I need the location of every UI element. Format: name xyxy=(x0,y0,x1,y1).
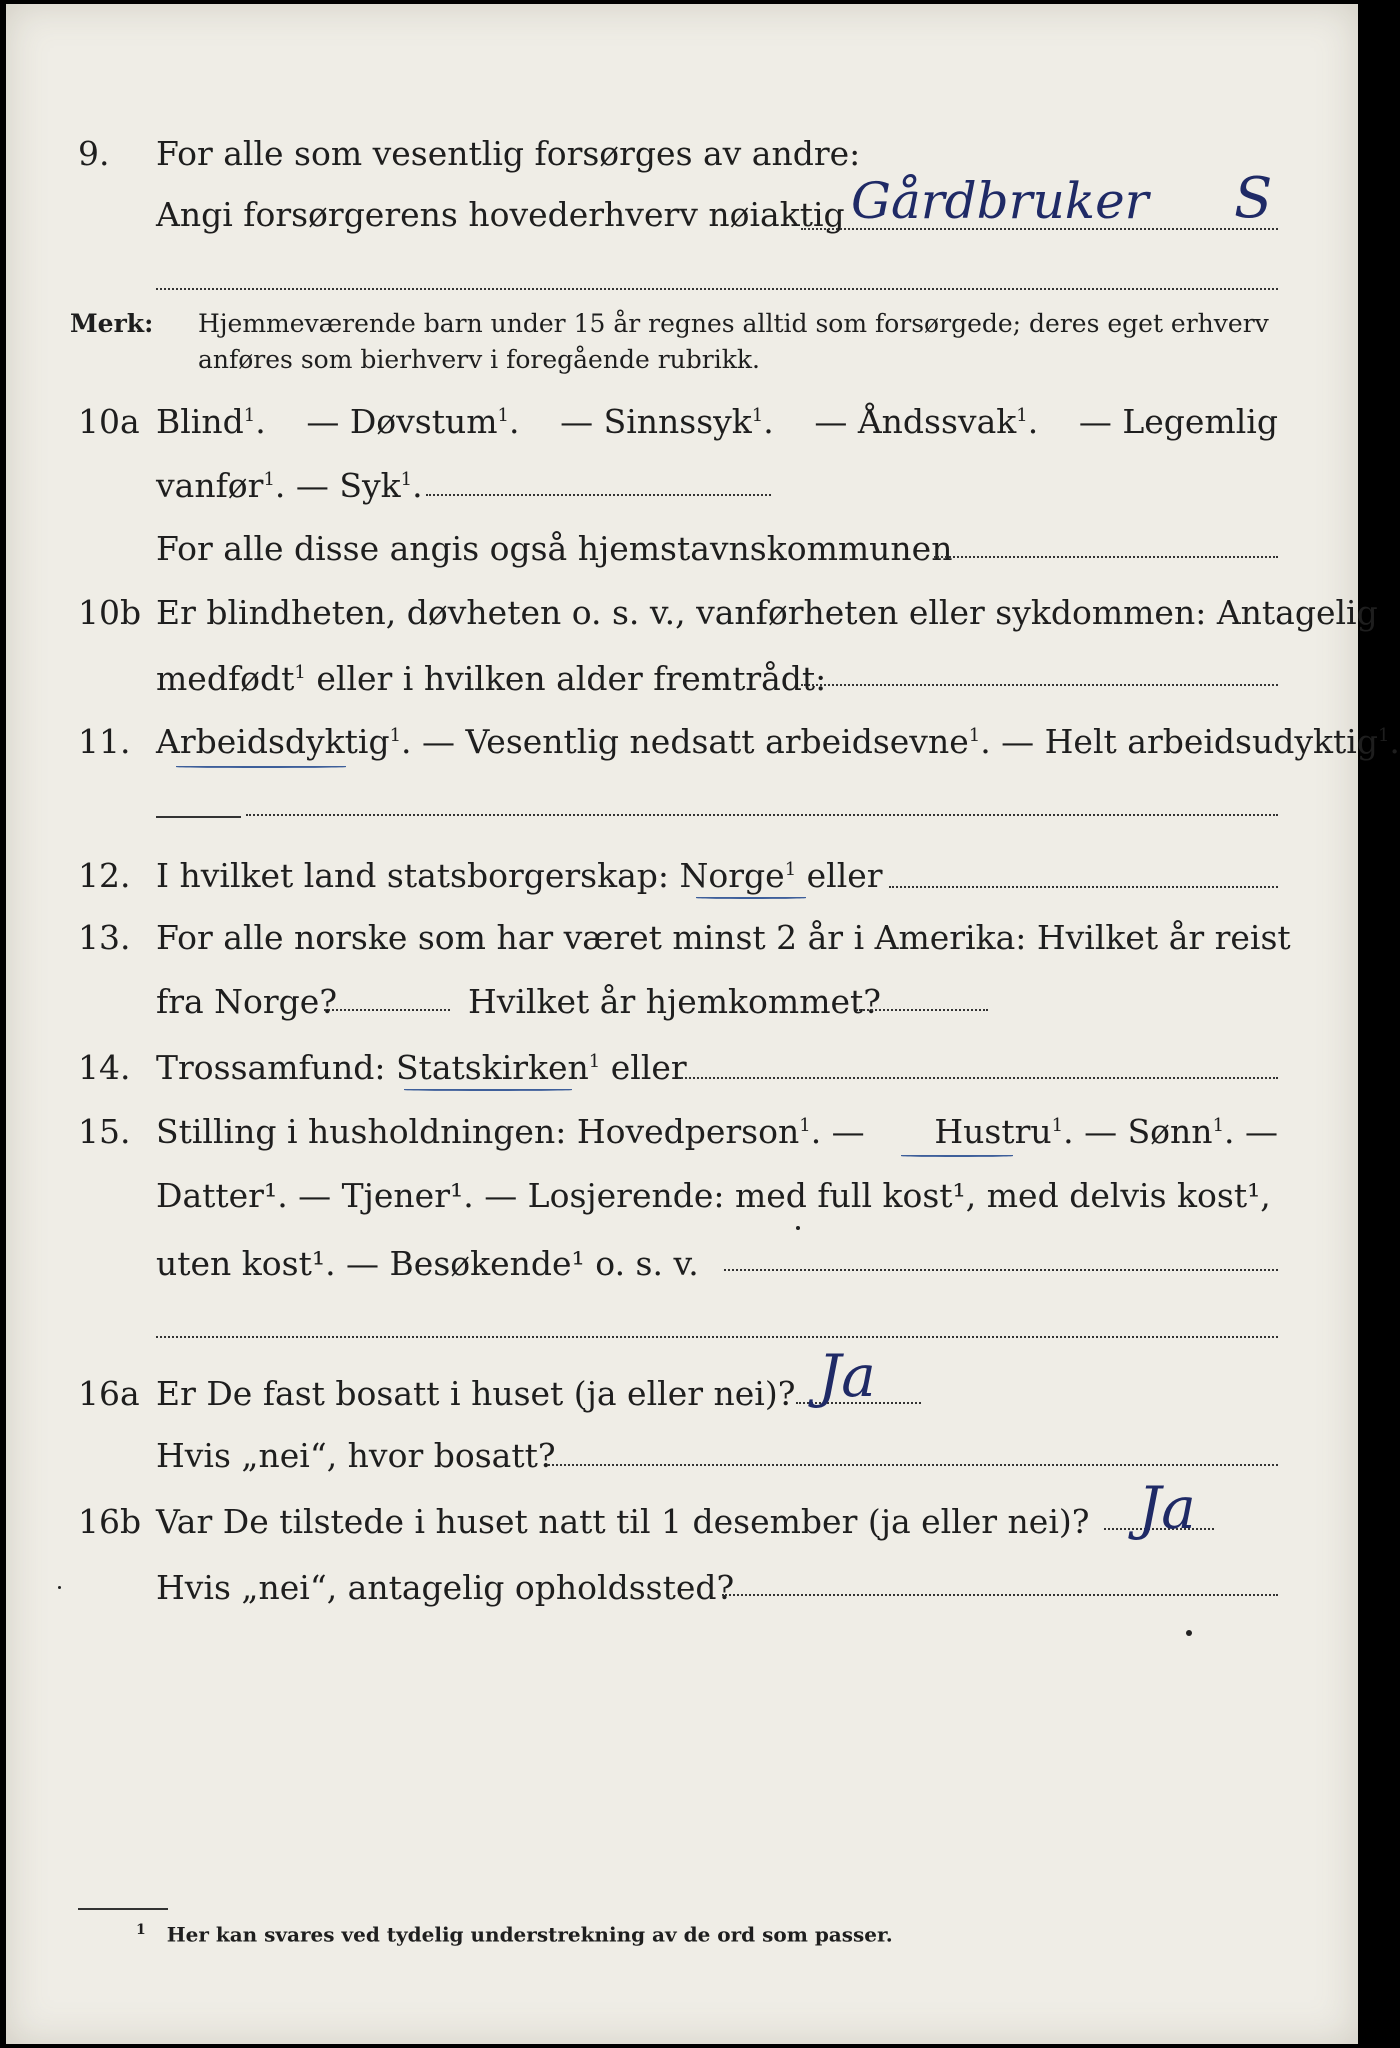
q15-answer-line[interactable] xyxy=(724,1269,1278,1271)
q13-text2b: Hvilket år hjemkommet? xyxy=(468,982,881,1021)
q10a-text3: For alle disse angis også hjemstavnskommunen xyxy=(156,529,953,568)
q9-handwritten-mark: S xyxy=(1234,166,1273,231)
q15-text2: Datter¹. — Tjener¹. — Losjerende: med full kost¹, med delvis kost¹, xyxy=(156,1176,1271,1215)
q16b-handwritten-answer: Ja xyxy=(1138,1474,1196,1542)
q10b-number: 10b xyxy=(78,593,142,632)
q10b-text2: medfødt$^1$ eller i hvilken alder fremtrådt: xyxy=(156,659,827,698)
census-form-page xyxy=(6,4,1400,2044)
footnote-mark: 1 xyxy=(136,1922,146,1938)
q16b-text2: Hvis „nei“, antagelig opholdssted? xyxy=(156,1568,735,1607)
q10a-kommune-line[interactable] xyxy=(934,556,1278,558)
q9-number: 9. xyxy=(78,134,110,173)
q10a-options xyxy=(156,402,1278,442)
q14-text: Trossamfund: Statskirken$^1$ eller xyxy=(156,1048,687,1087)
option-andssvak[interactable]: — Åndssvak$^1$. xyxy=(814,402,1039,441)
handwritten-underline-hustru xyxy=(901,1155,1013,1157)
handwritten-underline-statskirken xyxy=(404,1089,572,1091)
q12-number: 12. xyxy=(78,856,131,895)
option-norge[interactable]: Norge xyxy=(679,856,785,895)
q16a-text2: Hvis „nei“, hvor bosatt? xyxy=(156,1436,556,1475)
q16b-text1: Var De tilstede i huset natt til 1 desember (ja eller nei)? xyxy=(156,1502,1090,1541)
option-hustru[interactable]: Hustru$^1$. — Sønn$^1$. — xyxy=(934,1112,1278,1151)
q12-text: I hvilket land statsborgerskap: Norge$^1$ eller xyxy=(156,856,883,895)
option-blind[interactable]: Blind$^1$. xyxy=(156,402,266,441)
q15-text1: Stilling i husholdningen: Hovedperson$^1$. — Hustru$^1$. — Sønn$^1$. — xyxy=(156,1112,1278,1151)
ink-speck xyxy=(1186,1630,1192,1636)
q13-reist-line[interactable] xyxy=(324,1009,450,1011)
q9-text1: For alle som vesentlig forsørges av andre: xyxy=(156,134,861,173)
q14-number: 14. xyxy=(78,1048,131,1087)
q11-answer-line[interactable] xyxy=(246,814,1278,816)
q16a-bosatt-line[interactable] xyxy=(548,1464,1278,1466)
merk-label: Merk: xyxy=(70,309,154,338)
separator xyxy=(156,1336,1278,1338)
merk-text1: Hjemmeværende barn under 15 år regnes alltid som forsørgede; deres eget erhverv xyxy=(198,309,1269,338)
q16a-text1: Er De fast bosatt i huset (ja eller nei)? xyxy=(156,1374,796,1413)
option-statskirken[interactable]: Statskirken xyxy=(395,1048,589,1087)
option-sinnssyk[interactable]: — Sinnssyk$^1$. xyxy=(560,402,774,441)
q10b-answer-line[interactable] xyxy=(801,684,1278,686)
q15-text3: uten kost¹. — Besøkende¹ o. s. v. xyxy=(156,1244,699,1283)
handwritten-underline-norge xyxy=(696,897,806,899)
ink-speck xyxy=(58,1586,61,1589)
q10b-text1: Er blindheten, døvheten o. s. v., vanførheten eller sykdommen: Antagelig xyxy=(156,593,1378,632)
q9-text2: Angi forsørgerens hovederhverv nøiaktig xyxy=(156,195,845,234)
q13-number: 13. xyxy=(78,918,131,957)
q14-answer-line[interactable] xyxy=(678,1077,1278,1079)
q15-number: 15. xyxy=(78,1112,131,1151)
q13-hjemkommet-line[interactable] xyxy=(856,1009,988,1011)
q10a-text2: vanfør$^1$. — Syk$^1$. xyxy=(156,466,423,505)
short-rule xyxy=(156,816,241,818)
q13-text1: For alle norske som har været minst 2 år i Amerika: Hvilket år reist xyxy=(156,918,1291,957)
q10a-syk-line[interactable] xyxy=(426,494,771,496)
ink-speck xyxy=(796,1226,800,1230)
option-dovstum[interactable]: — Døvstum$^1$. xyxy=(306,402,520,441)
q10a-number: 10a xyxy=(78,402,140,441)
option-arbeidsdyktig[interactable]: Arbeidsdyktig xyxy=(156,722,390,761)
q16a-number: 16a xyxy=(78,1374,140,1413)
q9-handwritten-answer: Gårdbruker xyxy=(851,172,1149,230)
q16a-handwritten-answer: Ja xyxy=(818,1342,876,1410)
q16b-opholdssted-line[interactable] xyxy=(722,1594,1278,1596)
footnote xyxy=(136,1922,893,1947)
q13-text2a: fra Norge? xyxy=(156,982,338,1021)
q16b-number: 16b xyxy=(78,1502,142,1541)
footnote-text: Her kan svares ved tydelig understrekning av de ord som passer. xyxy=(166,1922,893,1947)
option-legemlig[interactable]: — Legemlig xyxy=(1078,402,1278,441)
footnote-rule xyxy=(78,1908,168,1910)
q11-text: Arbeidsdyktig$^1$. — Vesentlig nedsatt arbeidsevne$^1$. — Helt arbeidsudyktig$^1$. xyxy=(156,722,1400,761)
separator xyxy=(156,288,1278,290)
q11-number: 11. xyxy=(78,722,131,761)
handwritten-underline-arbeidsdyktig xyxy=(176,766,346,768)
q12-answer-line[interactable] xyxy=(889,886,1278,888)
merk-text2: anføres som bierhverv i foregående rubrikk. xyxy=(198,345,760,374)
